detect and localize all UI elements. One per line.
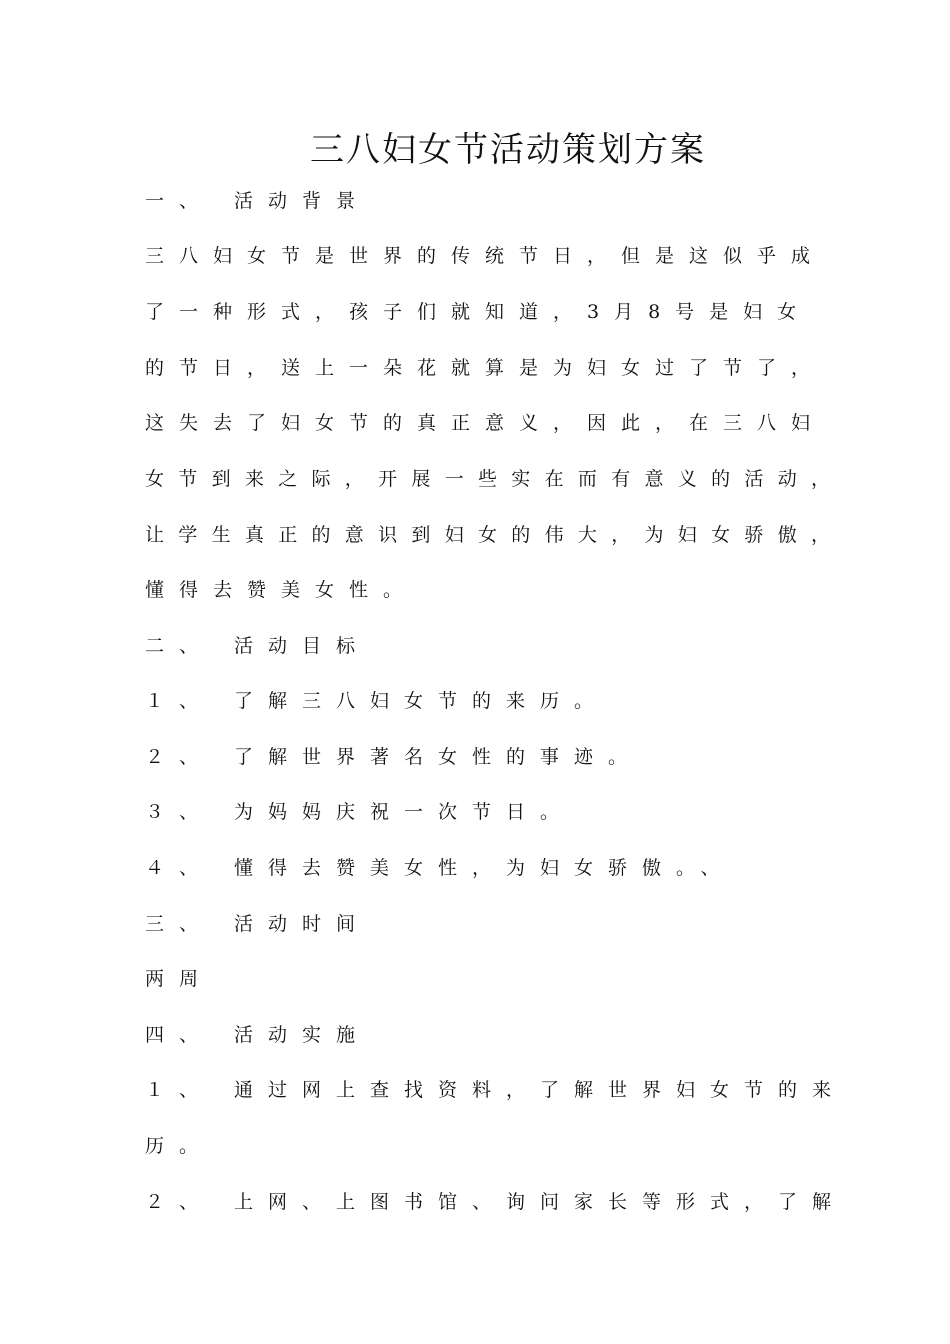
list-item: ２、 了解世界著名女性的事迹。 bbox=[145, 746, 643, 768]
paragraph-line: 懂得去赞美女性。 bbox=[145, 579, 418, 601]
section-heading-time: 三、 活动时间 bbox=[145, 913, 371, 935]
paragraph-line: 让学生真正的意识到妇女的伟大，为妇女骄傲， bbox=[145, 524, 845, 546]
paragraph-line: 这失去了妇女节的真正意义，因此，在三八妇 bbox=[145, 412, 826, 434]
section-heading-background: 一、 活动背景 bbox=[145, 190, 371, 212]
list-item: ４、 懂得去赞美女性，为妇女骄傲。、 bbox=[145, 857, 735, 879]
paragraph-line: 女节到来之际，开展一些实在而有意义的活动， bbox=[145, 468, 845, 490]
list-item: １、 了解三八妇女节的来历。 bbox=[145, 690, 609, 712]
list-item: ２、 上网、上图书馆、询问家长等形式，了解 bbox=[145, 1191, 847, 1213]
section-heading-goals: 二、 活动目标 bbox=[145, 635, 371, 657]
document-title: 三八妇女节活动策划方案 bbox=[310, 130, 706, 170]
list-item: １、 通过网上查找资料，了解世界妇女节的来 bbox=[145, 1079, 847, 1101]
paragraph-line: 的节日，送上一朵花就算是为妇女过了节了， bbox=[145, 357, 826, 379]
list-item: ３、 为妈妈庆祝一次节日。 bbox=[145, 801, 575, 823]
list-item-continuation: 历。 bbox=[145, 1135, 214, 1157]
paragraph-line: 三八妇女节是世界的传统节日，但是这似乎成 bbox=[145, 245, 826, 267]
paragraph-line: 了一种形式，孩子们就知道，3月8号是妇女 bbox=[145, 301, 812, 323]
section-heading-implementation: 四、 活动实施 bbox=[145, 1024, 371, 1046]
paragraph-line: 两周 bbox=[145, 968, 214, 990]
